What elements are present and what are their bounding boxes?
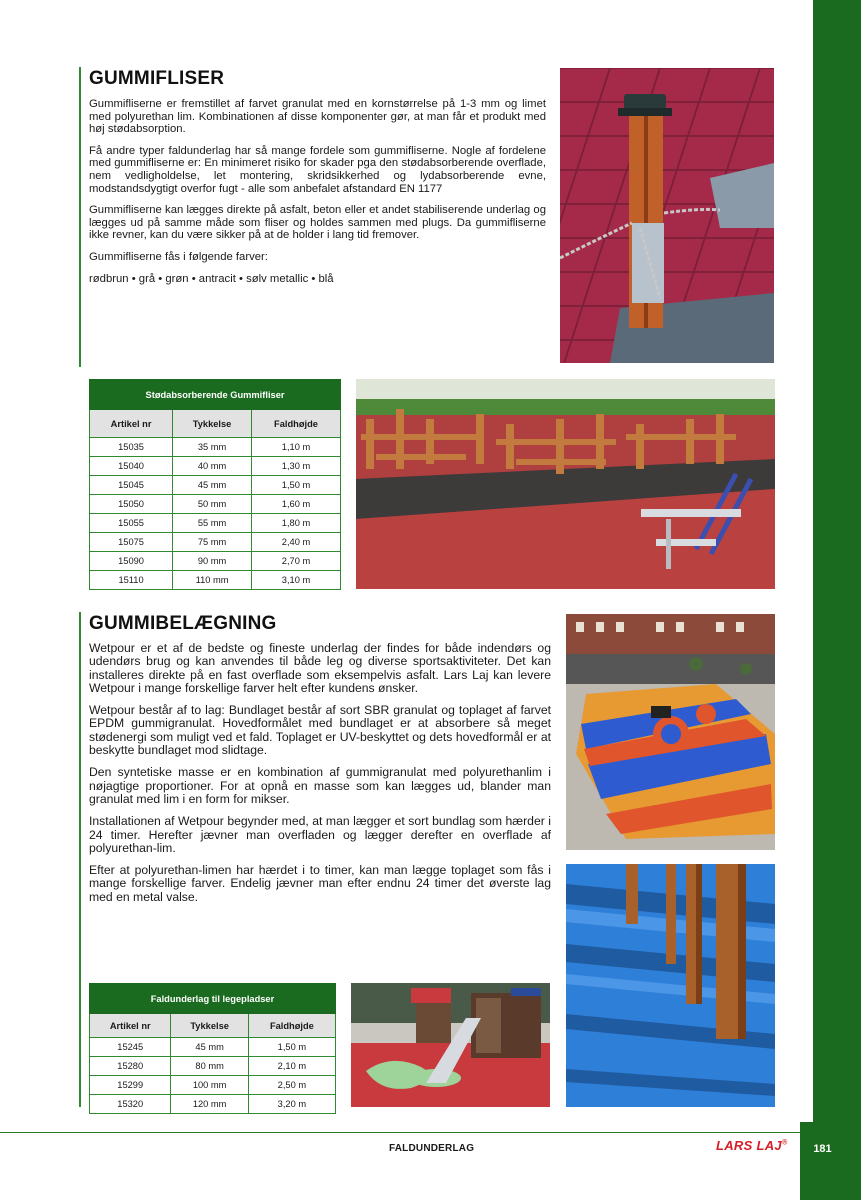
column-header: Faldhøjde — [252, 410, 341, 438]
body-gummifliser — [89, 98, 546, 294]
cell-faldhoejde: 1,50 m — [252, 476, 341, 495]
table-row — [90, 476, 341, 495]
cell-artikel: 15110 — [90, 571, 173, 590]
table-row — [90, 533, 341, 552]
paragraph: Gummifliserne fås i følgende farver: — [89, 250, 268, 263]
cell-tykkelse: 45 mm — [171, 1038, 248, 1057]
side-green-bar — [813, 0, 861, 1122]
table-row — [90, 1057, 336, 1076]
paragraph: Wetpour er et af de bedste og fineste underlag der findes for både indendørs og udendørs brug og kan anvendes til både leg og diverse sportsaktiviteter. Det kan installeres direkte på en fast overflade som eksempelvis asfalt. Lars Laj kan levere Wetpour i mange forskellige farver helt efter kundens ønsker. — [89, 641, 551, 695]
paragraph: Installationen af Wetpour begynder med, at man lægger et sort bundlag som hærder i 24 timer. Herefter jævner man overfladen og lægger derefter en overflade af polyurethan-lim. — [89, 814, 551, 855]
column-header: Tykkelse — [171, 1014, 248, 1038]
cell-tykkelse: 110 mm — [173, 571, 252, 590]
cell-artikel: 15320 — [90, 1095, 171, 1114]
registered-mark: ® — [781, 1139, 788, 1147]
section-divider-gummibelaegning — [79, 612, 81, 1107]
cell-tykkelse: 100 mm — [171, 1076, 248, 1095]
footer-divider — [0, 1132, 800, 1133]
cell-faldhoejde: 2,50 m — [248, 1076, 335, 1095]
cell-artikel: 15280 — [90, 1057, 171, 1076]
cell-faldhoejde: 2,70 m — [252, 552, 341, 571]
cell-faldhoejde: 2,40 m — [252, 533, 341, 552]
column-header: Faldhøjde — [248, 1014, 335, 1038]
section-divider-gummifliser — [79, 67, 81, 367]
cell-artikel: 15075 — [90, 533, 173, 552]
lars-laj-logo — [716, 1138, 787, 1153]
cell-faldhoejde: 1,60 m — [252, 495, 341, 514]
cell-tykkelse: 50 mm — [173, 495, 252, 514]
photo-playground-red-tiles — [356, 379, 775, 589]
logo-text: LARS LAJ — [716, 1138, 782, 1153]
photo-slide-tower-wetpour — [351, 983, 550, 1107]
heading-gummibelaegning: GUMMIBELÆGNING — [89, 613, 277, 634]
cell-artikel: 15045 — [90, 476, 173, 495]
cell-tykkelse: 40 mm — [173, 457, 252, 476]
photo-blue-wetpour-posts — [566, 864, 775, 1107]
column-header: Tykkelse — [173, 410, 252, 438]
color-list: rødbrun • grå • grøn • antracit • sølv metallic • blå — [89, 272, 334, 285]
paragraph: Gummifliserne kan lægges direkte på asfalt, beton eller et andet stabiliserende underlag og lægges ud på samme måde som fliser og holdes sammen med plugs. Da gummifliserne ikke revner, kan du være sikker på at de holder i lang tid fremover. — [89, 204, 546, 242]
footer-chapter-title: FALDUNDERLAG — [389, 1143, 475, 1154]
table-title: Faldunderlag til legepladser — [90, 984, 336, 1014]
cell-faldhoejde: 1,10 m — [252, 438, 341, 457]
paragraph: Den syntetiske masse er en kombination af gummigranulat med polyurethanlim i nøjagtige proportioner. For at opnå en masse som kan lægges ud, blander man granulat med lim i en form for mikser. — [89, 765, 551, 806]
table-faldunderlag — [89, 983, 336, 1114]
cell-artikel: 15299 — [90, 1076, 171, 1095]
table-row — [90, 1038, 336, 1057]
column-header: Artikel nr — [90, 1014, 171, 1038]
cell-tykkelse: 120 mm — [171, 1095, 248, 1114]
cell-faldhoejde: 1,30 m — [252, 457, 341, 476]
cell-artikel: 15035 — [90, 438, 173, 457]
paragraph: Wetpour består af to lag: Bundlaget består af sort SBR granulat og toplaget af farvet EPDM gummigranulat. Hovedformålet med bundlaget er at absorbere så meget stødenergi som muligt ved et fald. Toplaget er UV-beskyttet og dets hovedformål er at beskytte bundlaget mod slidtage. — [89, 703, 551, 758]
cell-tykkelse: 55 mm — [173, 514, 252, 533]
footer-green-block — [800, 1122, 861, 1200]
cell-artikel: 15040 — [90, 457, 173, 476]
cell-tykkelse: 80 mm — [171, 1057, 248, 1076]
cell-faldhoejde: 1,80 m — [252, 514, 341, 533]
cell-artikel: 15245 — [90, 1038, 171, 1057]
cell-faldhoejde: 3,10 m — [252, 571, 341, 590]
cell-faldhoejde: 3,20 m — [248, 1095, 335, 1114]
table-gummifliser — [89, 379, 341, 590]
cell-tykkelse: 35 mm — [173, 438, 252, 457]
cell-tykkelse: 45 mm — [173, 476, 252, 495]
page-number: 181 — [813, 1143, 832, 1155]
cell-faldhoejde: 2,10 m — [248, 1057, 335, 1076]
cell-tykkelse: 90 mm — [173, 552, 252, 571]
body-gummibelaegning — [89, 642, 551, 913]
paragraph: Få andre typer faldunderlag har så mange fordele som gummifliserne. Nogle af fordelene med gummifliserne er: En minimeret risiko for skader pga den stødabsorberende overflade, nem vedligholdelse, let montering, skridsikkerhed og lydabsorberende evne, modstandsdygtigt overfor fugt - alle som anbefalet afstandard EN 1177 — [89, 144, 546, 195]
cell-artikel: 15050 — [90, 495, 173, 514]
column-header: Artikel nr — [90, 410, 173, 438]
table-row — [90, 495, 341, 514]
cell-artikel: 15055 — [90, 514, 173, 533]
table-row — [90, 514, 341, 533]
cell-faldhoejde: 1,50 m — [248, 1038, 335, 1057]
cell-tykkelse: 75 mm — [173, 533, 252, 552]
heading-gummifliser: GUMMIFLISER — [89, 68, 225, 89]
photo-post-on-rubber-tiles — [560, 68, 774, 363]
paragraph: Gummifliserne er fremstillet af farvet granulat med en kornstørrelse på 1-3 mm og limet med polyurethan lim. Kombinationen af disse komponenter gør, at man får et produkt med høj stødabsorption. — [89, 98, 546, 136]
table-row — [90, 457, 341, 476]
table-row — [90, 1076, 336, 1095]
paragraph: Efter at polyurethan-limen har hærdet i to timer, kan man lægge toplaget som fås i mange forskellige farver. Endelig jævner man efter endnu 24 timer det øverste lag med en metal valse. — [89, 863, 551, 904]
table-title: Stødabsorberende Gummifliser — [90, 380, 341, 410]
table-row — [90, 571, 341, 590]
cell-artikel: 15090 — [90, 552, 173, 571]
photo-aerial-wetpour-playground — [566, 614, 775, 850]
table-row — [90, 1095, 336, 1114]
table-row — [90, 438, 341, 457]
table-row — [90, 552, 341, 571]
